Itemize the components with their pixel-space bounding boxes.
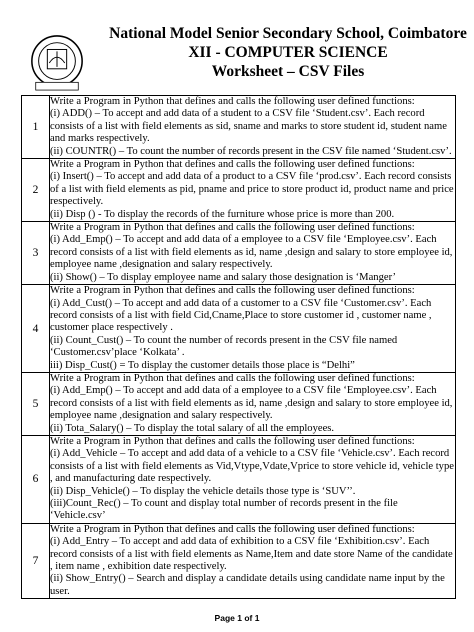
question-line: (i) Add_Vehicle – To accept and add data of a vehicle to a CSV file ‘Vehicle.csv’. Each record consists of a list with field elements as Vid,Vtype,Vdate,Vprice to store vehicle id, vehicle type , and manufacturing date respectively. [50, 448, 454, 485]
question-line: (ii) COUNTR() – To count the number of records present in the CSV file named ‘Student.csv’. [50, 145, 452, 157]
question-row [22, 159, 456, 222]
question-line: Write a Program in Python that defines and calls the following user defined functions: [50, 372, 415, 384]
school-logo-emblem [28, 34, 86, 92]
question-line: iii) Disp_Cust() = To display the customer details those place is “Delhi” [50, 359, 355, 371]
worksheet-title: Worksheet – CSV Files [211, 63, 365, 80]
questions-table [21, 95, 456, 599]
question-number: 2 [22, 159, 50, 222]
question-line: (ii) Disp_Vehicle() – To display the vehicle details those type is ‘SUV’’. [50, 485, 356, 497]
question-row [22, 523, 456, 598]
question-row [22, 372, 456, 435]
question-number: 6 [22, 435, 50, 523]
header-titles [108, 24, 468, 81]
school-name: National Model Senior Secondary School, Coimbatore [109, 25, 467, 42]
worksheet-header [20, 24, 467, 86]
question-line: (ii) Show() – To display employee name and salary those designation is ‘Manger’ [50, 271, 397, 283]
question-text [50, 96, 456, 159]
question-row [22, 435, 456, 523]
question-line: (ii) Show_Entry() – Search and display a candidate details using candidate name input by the user. [50, 573, 445, 597]
question-number: 4 [22, 285, 50, 373]
question-number: 1 [22, 96, 50, 159]
question-text [50, 435, 456, 523]
subject-title: XII - COMPUTER SCIENCE [188, 44, 388, 61]
question-line: (i) Add_Emp() – To accept and add data of a employee to a CSV file ‘Employee.csv’. Each record consists of a list with field elements as id, name ,design and salary to store employee id, employee name ,designation and salary respectively. [50, 234, 453, 271]
question-line: (ii) Tota_Salary() – To display the total salary of all the employees. [50, 422, 335, 434]
question-text [50, 159, 456, 222]
question-line: Write a Program in Python that defines and calls the following user defined functions: [50, 285, 415, 297]
question-line: (i) Add_Emp() – To accept and add data of a employee to a CSV file ‘Employee.csv’. Each record consists of a list with field elements as id, name ,design and salary to store employee id, employee name ,designation and salary respectively. [50, 385, 453, 422]
question-line: (i) Add_Entry – To accept and add data of exhibition to a CSV file ‘Exhibition.csv’. Each record consists of a list with field elements as Name,Item and date store Name of the candidate , item name , exhibition date respectively. [50, 536, 453, 573]
question-line: (i) Insert() – To accept and add data of a product to a CSV file ‘prod.csv’. Each record consists of a list with field elements as pid, pname and price to store product id, product name and price respectively. [50, 171, 454, 208]
question-line: Write a Program in Python that defines and calls the following user defined functions: [50, 435, 415, 447]
question-line: (i) ADD() – To accept and add data of a student to a CSV file ‘Student.csv’. Each record consists of a list with field elements as sid, sname and marks to store student id, student name and marks respectively. [50, 108, 447, 145]
question-number: 7 [22, 523, 50, 598]
question-line: Write a Program in Python that defines and calls the following user defined functions: [50, 96, 415, 107]
question-text [50, 222, 456, 285]
question-line: Write a Program in Python that defines and calls the following user defined functions: [50, 523, 415, 535]
question-line: (iii)Count_Rec() – To count and display total number of records present in the file ‘Vehicle.csv’ [50, 498, 398, 522]
question-line: Write a Program in Python that defines and calls the following user defined functions: [50, 222, 415, 234]
question-row [22, 285, 456, 373]
question-text [50, 285, 456, 373]
question-number: 3 [22, 222, 50, 285]
question-number: 5 [22, 372, 50, 435]
question-text [50, 523, 456, 598]
question-row [22, 96, 456, 159]
question-line: (ii) Count_Cust() – To count the number of records present in the CSV file named ‘Customer.csv’place ‘Kolkata’ . [50, 334, 398, 359]
question-text [50, 372, 456, 435]
page-footer: Page 1 of 1 [214, 613, 260, 623]
question-row [22, 222, 456, 285]
question-line: (ii) Disp () - To display the records of the furniture whose price is more than 200. [50, 208, 395, 220]
question-line: (i) Add_Cust() – To accept and add data of a customer to a CSV file ‘Customer.csv’. Each record consists of a list with field Cid,Cname,Place to store customer id , customer name , customer place respectively . [50, 297, 432, 334]
question-line: Write a Program in Python that defines and calls the following user defined functions: [50, 159, 415, 171]
